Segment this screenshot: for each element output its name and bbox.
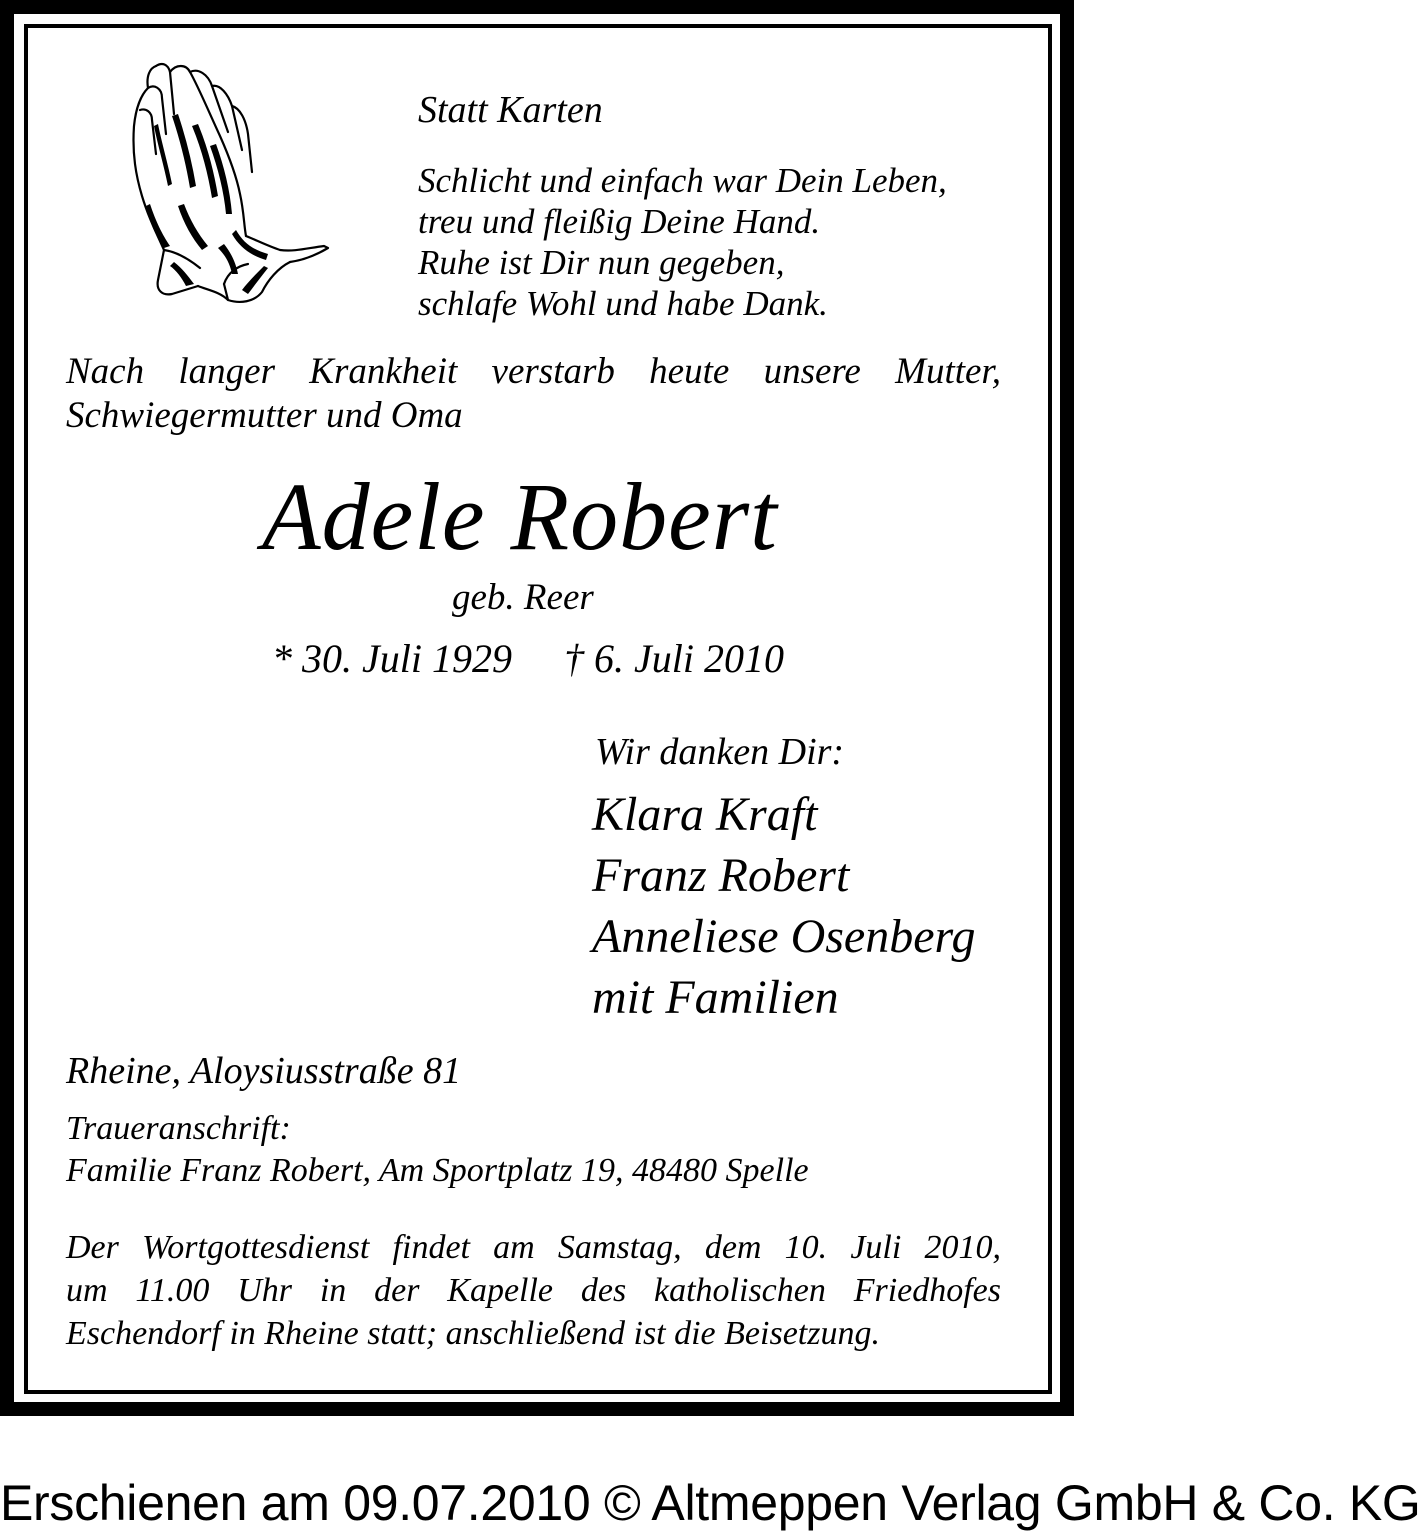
service-line: um 11.00 Uhr in der Kapelle des katholischen Friedhofes — [66, 1272, 1001, 1309]
mourning-address — [66, 1108, 809, 1192]
poem — [418, 160, 947, 324]
praying-hands-icon — [128, 54, 332, 308]
survivor-name: Anneliese Osenberg — [592, 910, 976, 963]
poem-line: Schlicht und einfach war Dein Leben, — [418, 161, 947, 200]
mourning-address-line: Familie Franz Robert, Am Sportplatz 19, 48480 Spelle — [66, 1152, 809, 1189]
birth-date: * 30. Juli 1929 — [272, 636, 512, 681]
residence-address: Rheine, Aloysiusstraße 81 — [66, 1050, 462, 1092]
intro-text — [66, 350, 1001, 438]
poem-line: schlafe Wohl und habe Dank. — [418, 284, 828, 323]
poem-line: Ruhe ist Dir nun gegeben, — [418, 243, 785, 282]
birth-name: geb. Reer — [452, 577, 594, 618]
notice-header: Statt Karten — [418, 89, 603, 131]
survivor-name: Franz Robert — [592, 849, 850, 902]
survivor-name: mit Familien — [592, 971, 839, 1024]
thanks-line: Wir danken Dir: — [595, 731, 845, 773]
death-date: † 6. Juli 2010 — [564, 636, 784, 681]
survivors-list — [592, 784, 975, 1028]
deceased-name: Adele Robert — [262, 463, 778, 570]
intro-line: Schwiegermutter und Oma — [66, 395, 463, 436]
service-line: Eschendorf in Rheine statt; anschließend ist die Beisetzung. — [66, 1315, 880, 1352]
mourning-address-label: Traueranschrift: — [66, 1110, 291, 1147]
poem-line: treu und fleißig Deine Hand. — [418, 202, 821, 241]
service-info — [66, 1226, 1001, 1355]
service-line: Der Wortgottesdienst findet am Samstag, dem 10. Juli 2010, — [66, 1229, 1001, 1266]
publication-footer: Erschienen am 09.07.2010 © Altmeppen Verlag GmbH & Co. KG — [0, 1475, 1421, 1531]
intro-line: Nach langer Krankheit verstarb heute unsere Mutter, — [66, 351, 1001, 392]
survivor-name: Klara Kraft — [592, 788, 818, 841]
